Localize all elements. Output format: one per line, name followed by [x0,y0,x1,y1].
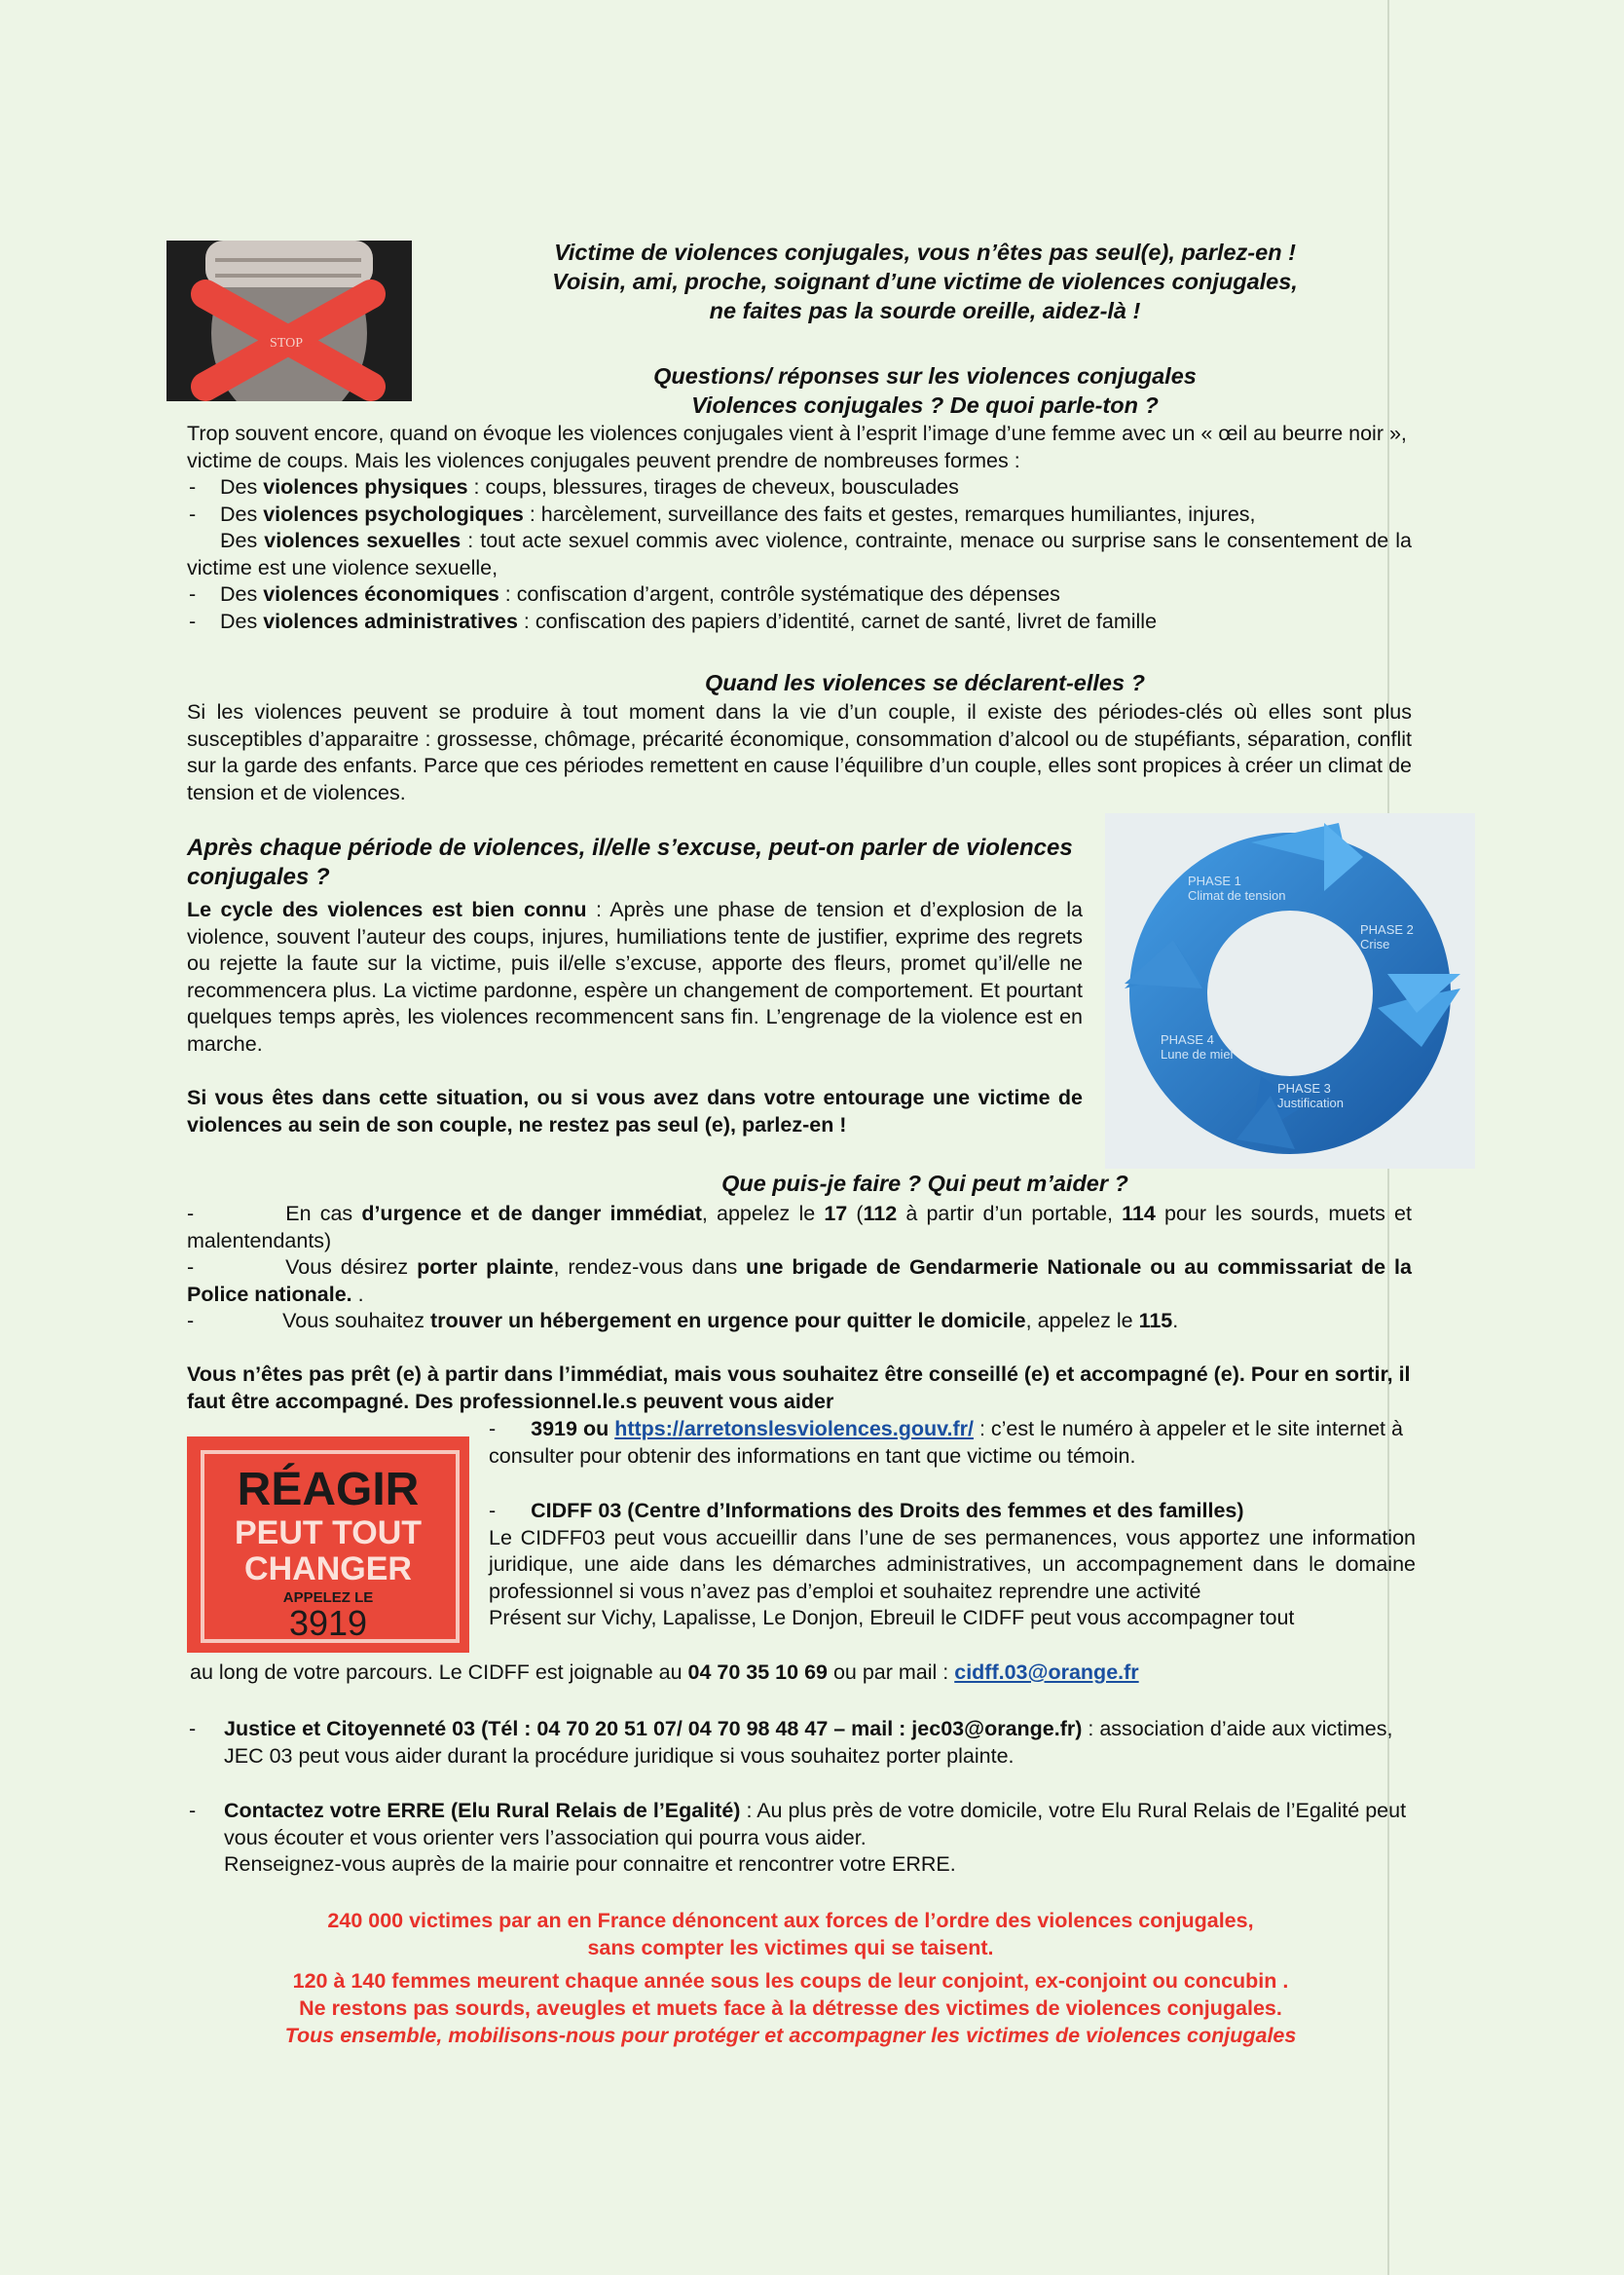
phase-2-label: PHASE 2 Crise [1360,922,1414,951]
help-plainte: - Vous désirez porter plainte, rendez-vous dans une brigade de Gendarmerie Nationale ou au commissariat de la Police nationale. . [187,1255,1412,1306]
contact-cidff: - CIDFF 03 (Centre d’Informations des Droits des femmes et des familles) Le CIDFF03 peut vous accueillir dans l’une de ses permanences, vous apportez une information juridique, une aide dans les démarches administratives, un accompagnement dans le domaine professionnel si vous n’avez pas d’emploi et souhaitez reprendre une activité Présent sur Vichy, Lapalisse, Le Donjon, Ebreuil le CIDFF peut vous accompagner tout [489,1498,1416,1632]
poster-line-4: APPELEZ LE [282,1589,374,1606]
when-title: Quand les violences se déclarent-elles ? [705,670,1145,695]
header-line-1: Victime de violences conjugales, vous n’êtes pas seul(e), parlez-en ! [554,240,1296,265]
poster-line-2: PEUT TOUT [234,1514,423,1551]
help-advice: Vous n’êtes pas prêt (e) à partir dans l’immédiat, mais vous souhaitez être conseillé (e) et accompagné (e). Pour en sortir, il faut être accompagné. Des professionnel.le.s peuvent vous aider [187,1362,1411,1413]
cidff-text-2: Présent sur Vichy, Lapalisse, Le Donjon, Ebreuil le CIDFF peut vous accompagner tout [489,1606,1295,1629]
reagir-poster [187,1436,469,1653]
list-item: - Des violences sexuelles : tout acte sexuel commis avec violence, contrainte, menace ou surprise sans le consentement de la victime est une violence sexuelle, [187,528,1412,581]
header [428,238,1421,325]
footer-line-4: Ne restons pas sourds, aveugles et muets face à la détresse des victimes de violences conjugales. [299,1996,1282,2020]
stop-image [166,241,412,401]
help-list [187,1201,1412,1335]
cycle-diagram-svg [1105,813,1475,1169]
footer-line-1: 240 000 victimes par an en France dénoncent aux forces de l’ordre des violences conjugales, [327,1909,1254,1932]
qa-section [187,421,1412,635]
footer-line-2: sans compter les victimes qui se taisent. [587,1936,994,1959]
qa-title-1: Questions/ réponses sur les violences conjugales [653,363,1197,389]
footer-line-3: 120 à 140 femmes meurent chaque année sous les coups de leur conjoint, ex-conjoint ou concubin . [292,1969,1289,1993]
cidff-contact-line: au long de votre parcours. Le CIDFF est joignable au 04 70 35 10 69 ou par mail : cidff.03@orange.fr [190,1660,1139,1684]
poster-line-1: RÉAGIR [237,1464,420,1515]
poster-line-5: 3919 [288,1603,368,1643]
help-hebergement: - Vous souhaitez trouver un hébergement en urgence pour quitter le domicile, appelez le 115. [187,1309,1179,1332]
cidff-title: CIDFF 03 (Centre d’Informations des Droits des femmes et des familles) [531,1499,1244,1522]
contact-jec [187,1716,1416,1770]
list-item: - Des violences administratives : confiscation des papiers d’identité, carnet de santé, livret de famille [187,609,1412,636]
when-text: Si les violences peuvent se produire à tout moment dans la vie d’un couple, il existe des périodes-clés où elles sont plus susceptibles d’apparaitre : grossesse, chômage, précarité économique, consommation d’alcool ou de stupéfiants, séparation, conflit sur la garde des enfants. Parce que ces périodes remettent en cause l’équilibre d’un couple, elles sont propices à créer un climat de tension et de violences. [187,700,1412,804]
header-line-2: Voisin, ami, proche, soignant d’une victime de violences conjugales, [552,269,1298,294]
cycle-text: Le cycle des violences est bien connu : Après une phase de tension et d’explosion de la violence, souvent l’auteur des coups, injures, humiliations tente de justifier, exprime des regrets ou rejette la faute sur la victime, puis il/elle s’excuse, apporte des fleurs, promet qu’il/elle ne recommencera plus. La victime pardonne, espère un changement de comportement. Et pourtant quelques temps après, les violences recommencent sans fin. L’engrenage de la violence est en marche. [187,898,1083,1056]
help-title: Que puis-je faire ? Qui peut m’aider ? [721,1171,1128,1196]
contact-3919: - 3919 ou https://arretonslesviolences.gouv.fr/ : c’est le numéro à appeler et le site internet à consulter pour obtenir des informations en tant que victime ou témoin. [489,1417,1403,1468]
help-urgence: - En cas d’urgence et de danger immédiat, appelez le 17 (112 à partir d’un portable, 114 pour les sourds, muets et malentendants) [187,1202,1412,1252]
phase-4-label: PHASE 4 Lune de miel [1161,1032,1234,1062]
cidff-text: Le CIDFF03 peut vous accueillir dans l’une de ses permanences, vous apportez une information juridique, une aide dans les démarches administratives, un accompagnement dans le domaine professionnel si vous n’avez pas d’emploi et souhaitez reprendre une activité [489,1525,1416,1603]
violence-types-list [187,474,1412,635]
qa-title-2: Violences conjugales ? De quoi parle-ton ? [691,392,1159,418]
footer-statistics [187,1907,1394,2049]
phase-3-label: PHASE 3 Justification [1277,1081,1344,1110]
qa-intro: Trop souvent encore, quand on évoque les violences conjugales vient à l’esprit l’image d’une femme avec un « œil au beurre noir », victime de coups. Mais les violences conjugales peuvent prendre de nombreuses formes : [187,422,1407,472]
cycle-lead: Le cycle des violences est bien connu [187,898,587,921]
list-item: - Justice et Citoyenneté 03 (Tél : 04 70 20 51 07/ 04 70 98 48 47 – mail : jec03@orange.fr) : association d’aide aux victimes, JEC 03 peut vous aider durant la procédure juridique si vous souhaitez porter plainte. [187,1716,1416,1770]
contact-erre [187,1798,1416,1879]
arretons-link[interactable]: https://arretonslesviolences.gouv.fr/ [614,1417,974,1440]
stop-label: STOP [270,336,303,351]
cycle-title: Après chaque période de violences, il/elle s’excuse, peut-on parler de violences conjugales ? [187,835,1073,890]
poster-line-3: CHANGER [244,1550,412,1587]
header-line-3: ne faites pas la sourde oreille, aidez-là ! [709,298,1141,323]
list-item: - Des violences économiques : confiscation d’argent, contrôle systématique des dépenses [187,581,1412,609]
covered-mouth-picture [166,241,412,401]
footer-line-5: Tous ensemble, mobilisons-nous pour protéger et accompagner les victimes de violences conjugales [284,2024,1297,2047]
cidff-mail-link[interactable]: cidff.03@orange.fr [954,1660,1139,1684]
qa-titles [419,361,1431,420]
violence-cycle-diagram [1105,813,1475,1169]
cycle-call: Si vous êtes dans cette situation, ou si vous avez dans votre entourage une victime de violences au sein de son couple, ne restez pas seul (e), parlez-en ! [187,1086,1083,1137]
list-item: - Des violences psychologiques : harcèlement, surveillance des faits et gestes, remarques humiliantes, injures, [187,502,1412,529]
phase-1-label: PHASE 1 Climat de tension [1188,874,1286,903]
list-item: - Contactez votre ERRE (Elu Rural Relais de l’Egalité) : Au plus près de votre domicile, votre Elu Rural Relais de l’Egalité peut vous écouter et vous orienter vers l’association qui pourra vous aider. Renseignez-vous auprès de la mairie pour connaitre et rencontrer votre ERRE. [187,1798,1416,1879]
list-item: - Des violences physiques : coups, blessures, tirages de cheveux, bousculades [187,474,1412,502]
